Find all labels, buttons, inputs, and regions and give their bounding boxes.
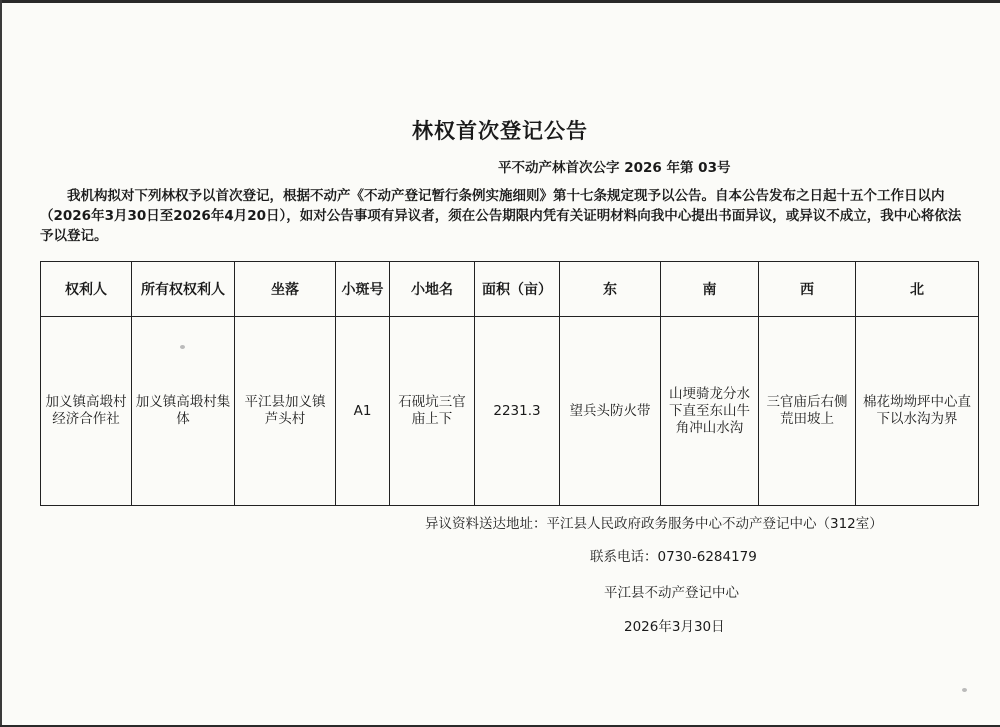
document-number: 平不动产林首次公字 2026 年第 03号 bbox=[498, 160, 731, 176]
cell-plot-no: A1 bbox=[336, 317, 390, 506]
cell-rights-holder: 加义镇高塅村经济合作社 bbox=[41, 317, 132, 506]
objection-address: 异议资料送达地址：平江县人民政府政务服务中心不动产登记中心（312室） bbox=[425, 516, 883, 532]
header-north: 北 bbox=[856, 262, 979, 317]
notice-intro: 我机构拟对下列林权予以首次登记，根据不动产《不动产登记暂行条例实施细则》第十七条规定现予以公告。自本公告发布之日起十五个工作日以内（2026年3月30日至2026年4月20日），如对公告事项有异议者，须在公告期限内凭有关证明材料向我中心提出书面异议，或异议不成立，我中心将依法予以登记。 bbox=[40, 188, 962, 244]
header-south: 南 bbox=[661, 262, 759, 317]
cell-owner: 加义镇高塅村集体 bbox=[132, 317, 235, 506]
cell-north: 棉花坳坳坪中心直下以水沟为界 bbox=[856, 317, 979, 506]
table-header-row bbox=[41, 262, 979, 317]
cell-location: 平江县加义镇芦头村 bbox=[235, 317, 336, 506]
header-east: 东 bbox=[560, 262, 661, 317]
header-west: 西 bbox=[759, 262, 856, 317]
scan-speck bbox=[962, 688, 967, 692]
cell-west: 三官庙后右侧荒田坡上 bbox=[759, 317, 856, 506]
header-area: 面积（亩） bbox=[475, 262, 560, 317]
scan-edge-left bbox=[0, 0, 2, 727]
cell-south: 山埂骑龙分水下直至东山牛角冲山水沟 bbox=[661, 317, 759, 506]
header-place-name: 小地名 bbox=[390, 262, 475, 317]
scan-edge-top bbox=[0, 0, 1000, 3]
header-plot-no: 小斑号 bbox=[336, 262, 390, 317]
scan-speck bbox=[180, 345, 185, 349]
notice-title: 林权首次登记公告 bbox=[412, 119, 588, 143]
header-location: 坐落 bbox=[235, 262, 336, 317]
header-rights-holder: 权利人 bbox=[41, 262, 132, 317]
contact-phone: 联系电话：0730-6284179 bbox=[590, 549, 757, 565]
issue-date: 2026年3月30日 bbox=[624, 619, 725, 635]
registration-table bbox=[40, 261, 979, 506]
header-owner: 所有权权利人 bbox=[132, 262, 235, 317]
issuing-organization: 平江县不动产登记中心 bbox=[604, 585, 739, 601]
cell-place-name: 石砚坑三官庙上下 bbox=[390, 317, 475, 506]
cell-east: 望兵头防火带 bbox=[560, 317, 661, 506]
cell-area: 2231.3 bbox=[475, 317, 560, 506]
